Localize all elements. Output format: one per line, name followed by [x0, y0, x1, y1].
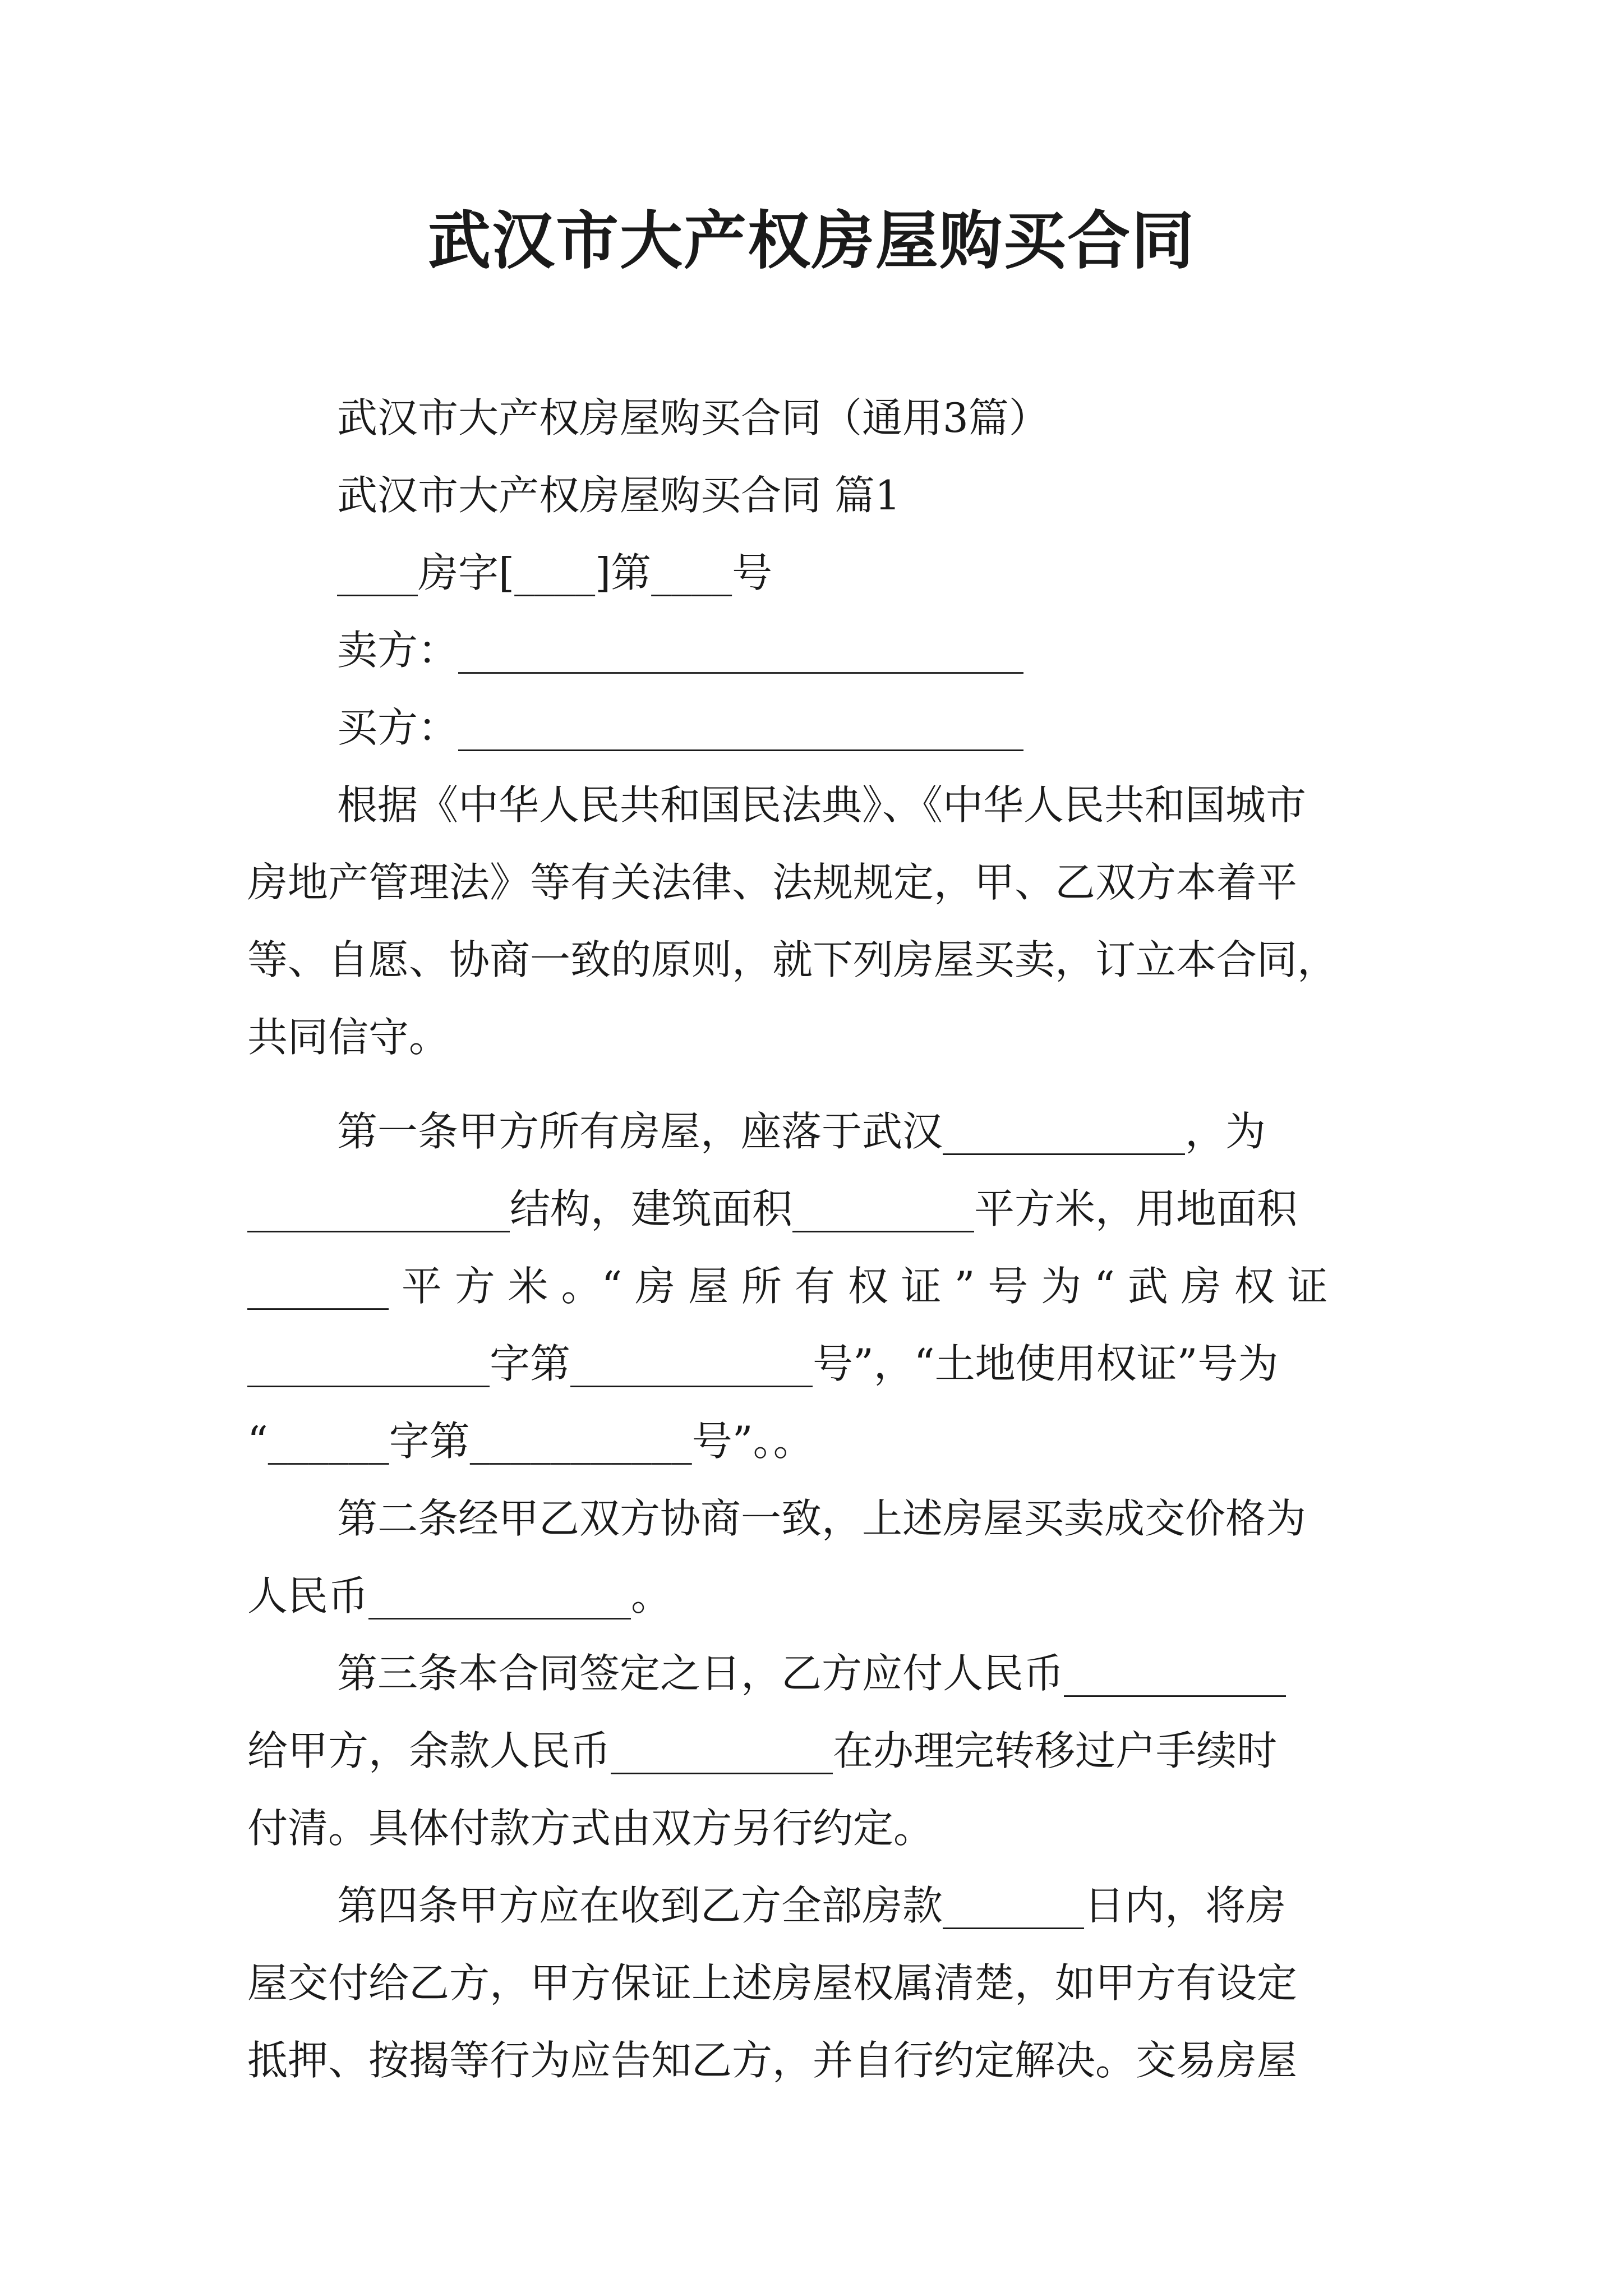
article-1-line: “______字第___________号”。。: [247, 1418, 814, 1465]
contract-number-line: ____房字[____]第____号: [337, 549, 773, 596]
article-1-line: _______ 平 方 米 。“ 房 屋 所 有 权 证 ” 号 为 “ 武 房 权 证: [247, 1263, 1328, 1310]
article-3-line: 付清。具体付款方式由双方另行约定。: [247, 1805, 934, 1852]
article-3-line: 第三条本合同签定之日，乙方应付人民币___________: [337, 1650, 1287, 1697]
paragraph-line: 共同信守。: [247, 1014, 450, 1061]
paragraph-line: 房地产管理法》等有关法律、法规规定，甲、乙双方本着平: [247, 859, 1298, 906]
subtitle-line: 武汉市大产权房屋购买合同（通用3篇）: [337, 394, 1049, 441]
paragraph-line: 根据《中华人民共和国民法典》、《中华人民共和国城市: [337, 781, 1307, 829]
buyer-line: 买方：____________________________: [337, 704, 1024, 751]
article-3-line: 给甲方，余款人民币___________在办理完转移过户手续时: [247, 1727, 1278, 1774]
document-body: [247, 379, 1391, 2099]
article-4-line: 抵押、按揭等行为应告知乙方，并自行约定解决。交易房屋: [247, 2037, 1298, 2084]
paragraph-line: 等、自愿、协商一致的原则，就下列房屋买卖，订立本合同，: [247, 936, 1338, 983]
article-1-line: ____________字第____________号”，“土地使用权证”号为: [247, 1340, 1279, 1387]
document-title: 武汉市大产权房屋购买合同: [428, 204, 1195, 278]
article-1-line: _____________结构，建筑面积_________平方米，用地面积: [247, 1185, 1298, 1232]
article-4-line: 屋交付给乙方，甲方保证上述房屋权属清楚，如甲方有设定: [247, 1959, 1298, 2007]
article-2-line: 第二条经甲乙双方协商一致，上述房屋买卖成交价格为: [337, 1495, 1307, 1542]
section-heading: 武汉市大产权房屋购买合同 篇1: [337, 472, 901, 519]
article-4-line: 第四条甲方应在收到乙方全部房款_______日内，将房: [337, 1882, 1287, 1929]
article-2-line: 人民币_____________。: [247, 1572, 672, 1619]
article-1-line: 第一条甲方所有房屋，座落于武汉____________，为: [337, 1108, 1266, 1155]
seller-line: 卖方：____________________________: [337, 627, 1024, 674]
